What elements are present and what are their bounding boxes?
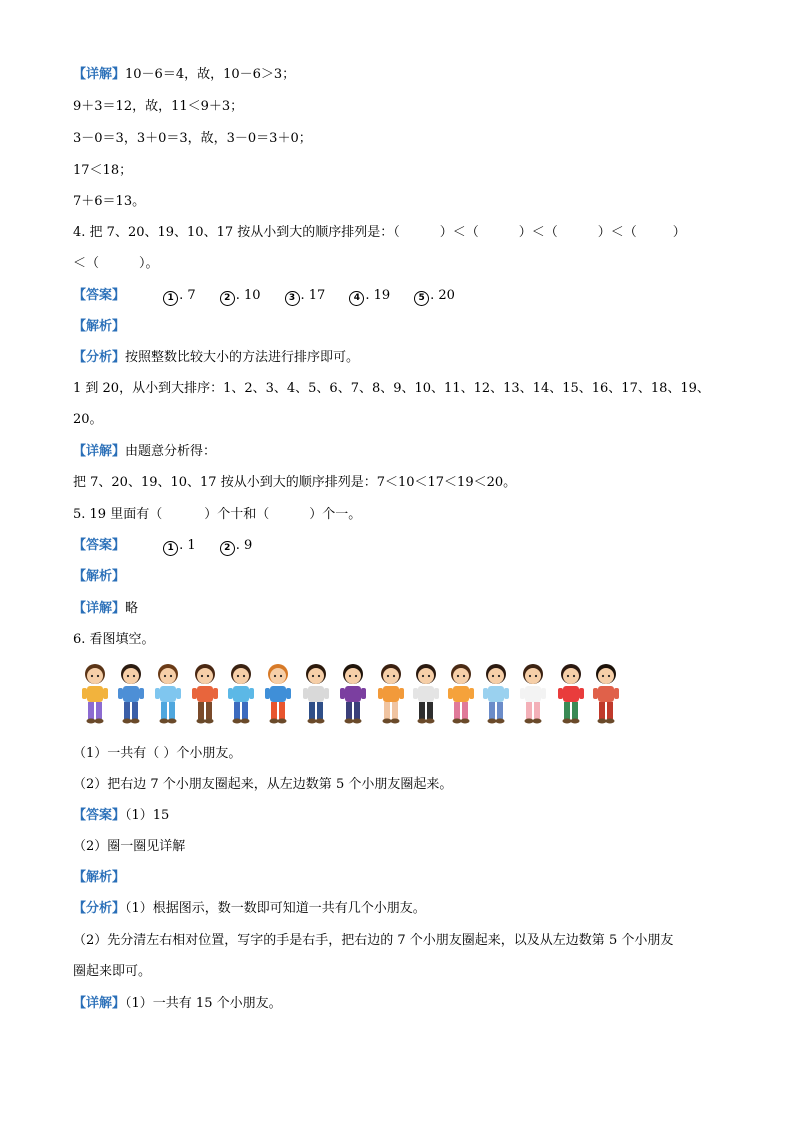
answer-value: . 1 — [179, 538, 196, 553]
q6-part-1: （1）一共有（ ）个小朋友。 — [73, 746, 242, 761]
child-figure — [118, 664, 144, 724]
q5-text-a: 5. 19 里面有（ — [73, 507, 163, 522]
q4-text-e: ） — [672, 225, 686, 240]
q4-detail-2: 把 7、20、19、10、17 按从小到大的顺序排列是：7＜10＜17＜19＜20。 — [73, 475, 517, 490]
q5-text-b: ）个十和（ — [204, 507, 270, 522]
q6-answer-1 — [73, 807, 169, 825]
question-4-cont — [73, 255, 159, 273]
child-figure — [413, 664, 439, 724]
analysis-tag: 【分析】 — [73, 350, 126, 365]
question-4 — [73, 224, 686, 242]
analysis-text: 按照整数比较大小的方法进行排序即可。 — [125, 350, 360, 365]
question-6: 6. 看图填空。 — [73, 632, 155, 647]
circled-number: 4 — [349, 291, 364, 306]
q6-analysis-2: （2）先分清左右相对位置，写字的手是右手，把右边的 7 个小朋友圈起来，以及从左边数第 5 个小朋友 — [73, 933, 674, 948]
detail-line-2: 9＋3＝12，故，11＜9＋3； — [73, 99, 244, 114]
answer-tag: 【答案】 — [73, 808, 126, 823]
answer-tag: 【答案】 — [73, 538, 126, 553]
child-figure — [228, 664, 254, 724]
child-figure — [303, 664, 329, 724]
child-figure — [483, 664, 509, 724]
q4-detail — [73, 443, 216, 461]
answer-item — [163, 537, 196, 556]
circled-number: 3 — [285, 291, 300, 306]
detail-tag: 【详解】 — [73, 444, 126, 459]
detail-line-1 — [73, 66, 295, 84]
answer-value: . 10 — [235, 288, 261, 303]
answer-tag: 【答案】 — [73, 288, 126, 303]
jiexi-tag-q4: 【解析】 — [73, 319, 126, 334]
answer-item — [163, 287, 196, 306]
q4-sequence-b: 20。 — [73, 412, 103, 427]
circled-number: 1 — [163, 291, 178, 306]
q4-text-g: ）。 — [139, 256, 159, 271]
child-figure — [378, 664, 404, 724]
q6-part-2: （2）把右边 7 个小朋友圈起来，从左边数第 5 个小朋友圈起来。 — [73, 777, 453, 792]
child-figure — [82, 664, 108, 724]
answer-value: . 17 — [300, 288, 326, 303]
q4-text-f: ＜（ — [73, 256, 100, 271]
circled-number: 2 — [220, 291, 235, 306]
answer-text: （1）15 — [125, 808, 170, 823]
detail-line-5: 7＋6＝13。 — [73, 194, 146, 209]
q4-text-a: 4. 把 7、20、19、10、17 按从小到大的顺序排列是：（ — [73, 225, 400, 240]
q4-answer-list — [163, 288, 479, 303]
q6-analysis-1 — [73, 900, 426, 918]
detail-tag: 【详解】 — [73, 67, 126, 82]
q5-detail — [73, 600, 138, 618]
detail-text: （1）一共有 15 个小朋友。 — [125, 996, 282, 1011]
child-figure — [520, 664, 546, 724]
question-5 — [73, 506, 361, 524]
answer-value: . 19 — [365, 288, 391, 303]
child-figure — [192, 664, 218, 724]
answer-item — [349, 287, 390, 306]
jiexi-tag-q6: 【解析】 — [73, 870, 126, 885]
analysis-text: （1）根据图示，数一数即可知道一共有几个小朋友。 — [125, 901, 426, 916]
child-figure — [593, 664, 619, 724]
children-illustration — [73, 660, 623, 726]
q5-answer — [73, 537, 276, 556]
detail-line-3: 3－0＝3，3＋0＝3，故，3－0＝3＋0； — [73, 131, 312, 146]
q4-text-b: ）＜（ — [439, 225, 479, 240]
detail-line-4: 17＜18； — [73, 163, 133, 178]
q4-sequence-a: 1 到 20，从小到大排序：1、2、3、4、5、6、7、8、9、10、11、12、13、14、15、16、17、18、19、 — [73, 381, 710, 396]
q4-text-c: ）＜（ — [518, 225, 558, 240]
answer-item — [220, 287, 261, 306]
answer-value: . 20 — [430, 288, 455, 303]
answer-item — [285, 287, 326, 306]
circled-number: 1 — [163, 541, 178, 556]
q4-text-d: ）＜（ — [597, 225, 637, 240]
answer-item — [220, 537, 253, 556]
q4-answer — [73, 287, 479, 306]
q6-analysis-3: 圈起来即可。 — [73, 964, 152, 979]
q6-answer-2: （2）圈一圈见详解 — [73, 839, 186, 854]
circled-number: 2 — [220, 541, 235, 556]
child-figure — [448, 664, 474, 724]
answer-item — [414, 287, 455, 306]
detail-tag: 【详解】 — [73, 996, 126, 1011]
detail-text: 由题意分析得： — [125, 444, 217, 459]
child-figure — [340, 664, 366, 724]
child-figure — [265, 664, 291, 724]
q4-analysis — [73, 349, 359, 367]
detail-text: 10－6＝4，故，10－6＞3； — [125, 67, 296, 82]
q5-answer-list — [163, 538, 276, 553]
q6-detail — [73, 995, 282, 1013]
analysis-tag: 【分析】 — [73, 901, 126, 916]
child-figure — [155, 664, 181, 724]
circled-number: 5 — [414, 291, 429, 306]
q5-text-c: ）个一。 — [309, 507, 362, 522]
child-figure — [558, 664, 584, 724]
detail-text: 略 — [125, 601, 139, 616]
detail-tag: 【详解】 — [73, 601, 126, 616]
answer-value: . 9 — [235, 538, 253, 553]
answer-value: . 7 — [179, 288, 196, 303]
jiexi-tag-q5: 【解析】 — [73, 569, 126, 584]
